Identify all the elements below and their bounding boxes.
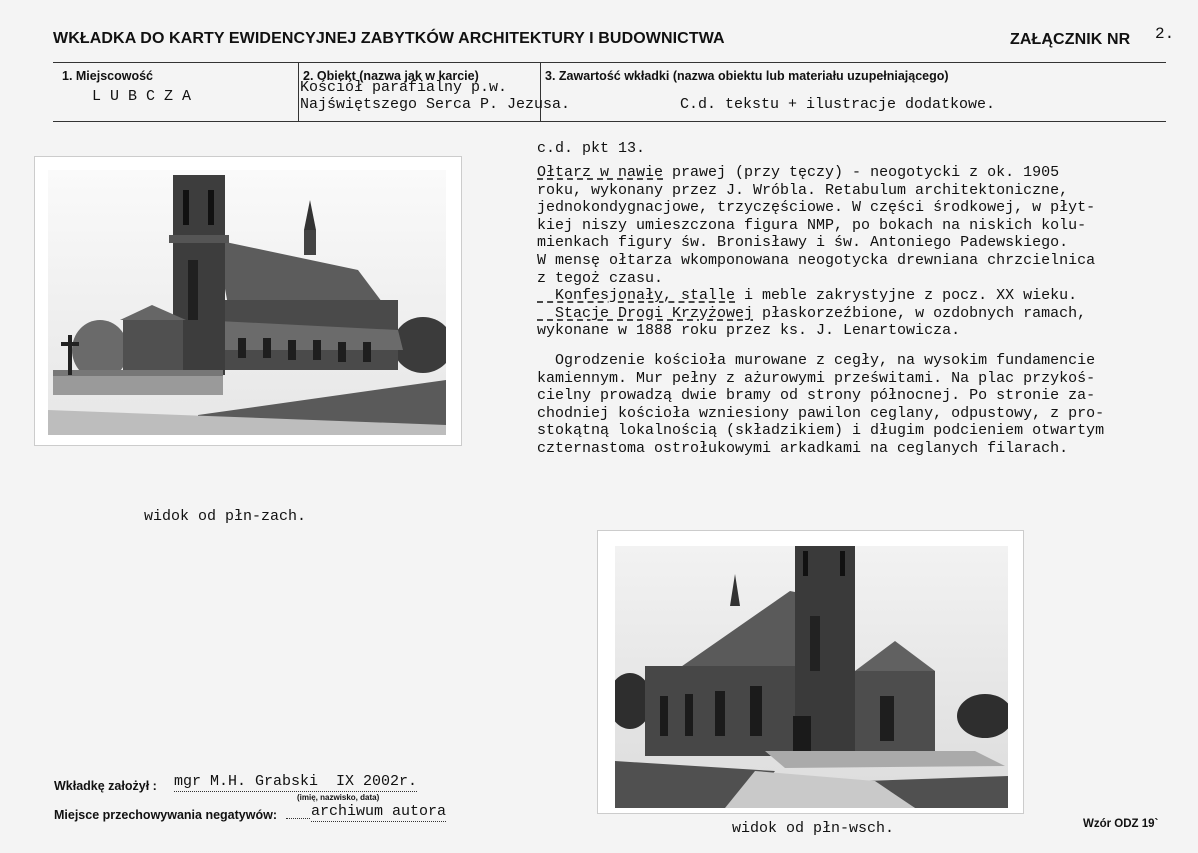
place-value: L U B C Z A: [92, 88, 192, 105]
founder-value: mgr M.H. Grabski IX 2002r.: [174, 773, 418, 790]
form-code: Wzór ODZ 19`: [1083, 818, 1159, 830]
annex-number: 2.: [1155, 25, 1175, 43]
line-text: mienkach figury św. Bronisławy i św. Antoniego Padewskiego.: [537, 234, 1069, 252]
field-divider-1: [298, 62, 299, 122]
content-value: C.d. tekstu + ilustracje dodatkowe.: [680, 96, 996, 113]
paragraph-fence: [537, 352, 1104, 458]
fence-text-line: chodniej kościoła wzniesiony pawilon ceglany, odpustowy, z pro-: [537, 404, 1105, 422]
church-photo-nw: [48, 170, 446, 435]
fence-text-line: Ogrodzenie kościoła murowane z cegły, na wysokim fundamencie: [537, 352, 1096, 369]
line-text: i meble zakrystyjne z pocz. XX wieku.: [735, 287, 1078, 305]
caption-nw: widok od płn-zach.: [144, 508, 307, 525]
altar-text-line: [537, 234, 1095, 252]
underlined-term: Konfesjonały, stalle: [537, 287, 736, 305]
altar-text-line: [537, 217, 1095, 235]
header-bottom-rule: [53, 121, 1166, 122]
paragraph-altar: [537, 164, 1095, 340]
line-text: roku, wykonany przez J. Wróbla. Retabulum architektoniczne,: [537, 181, 1069, 199]
fence-text-line: czternastoma ostrołukowymi arkadkami na ceglanych filarach.: [537, 439, 1069, 457]
line-text: prawej (przy tęczy) - neogotycki z ok. 1905: [663, 164, 1060, 181]
photo-frame-nw: [34, 156, 462, 446]
caption-ne: widok od płn-wsch.: [732, 820, 895, 837]
line-text: z tegoż czasu.: [537, 269, 664, 287]
underlined-term: Stacje Drogi Krzyżowej: [537, 304, 754, 322]
line-text: kiej niszy umieszczona figura NMP, po bokach na niskich kolu-: [537, 216, 1087, 234]
founder-hint: (imię, nazwisko, data): [297, 793, 380, 802]
form-title: WKŁADKA DO KARTY EWIDENCYJNEJ ZABYTKÓW ARCHITEKTURY I BUDOWNICTWA: [53, 30, 725, 47]
header-top-rule: [53, 62, 1166, 63]
altar-text-line: [537, 305, 1095, 323]
line-text: W mensę ołtarza wkomponowana neogotycka drewniana chrzcielnica: [537, 251, 1096, 269]
fence-text-line: cielny prowadzą dwie bramy od strony północnej. Po stronie za-: [537, 387, 1096, 405]
fence-text-line: kamiennym. Mur pełny z ażurowymi prześwitami. Na plac przykoś-: [537, 369, 1096, 387]
storage-leader-dots: [286, 818, 310, 819]
content-label: 3. Zawartość wkładki (nazwa obiektu lub materiału uzupełniającego): [545, 69, 949, 83]
storage-label: Miejsce przechowywania negatywów:: [54, 808, 277, 822]
place-label: 1. Miejscowość: [62, 69, 154, 83]
altar-text-line: [537, 287, 1095, 305]
altar-text-line: [537, 164, 1095, 182]
altar-text-line: [537, 322, 1095, 340]
altar-text-line: [537, 182, 1095, 200]
underlined-term: Ołtarz w nawie: [537, 164, 664, 181]
altar-text-line: [537, 199, 1095, 217]
object-label: 2. Obiekt (nazwa jak w karcie): [303, 69, 479, 83]
storage-value: archiwum autora: [311, 803, 447, 820]
section-heading: c.d. pkt 13.: [537, 140, 646, 157]
altar-text-line: [537, 252, 1095, 270]
altar-text-line: [537, 270, 1095, 288]
line-text: jednokondygnacjowe, trzyczęściowe. W części środkowej, w płyt-: [537, 199, 1096, 217]
object-value-line-2: Najświętszego Serca P. Jezusa.: [300, 96, 571, 113]
fence-text-line: stokątną lokalnością (składzikiem) i długim podcieniem otwartym: [537, 422, 1105, 440]
church-photo-ne: [615, 546, 1008, 808]
founder-label: Wkładkę założył :: [54, 779, 157, 793]
line-text: wykonane w 1888 roku przez ks. J. Lenartowicza.: [537, 322, 961, 340]
object-value-line-1: Kościół parafialny p.w.: [300, 79, 508, 96]
photo-frame-ne: [597, 530, 1024, 814]
annex-label: ZAŁĄCZNIK NR: [1010, 31, 1131, 48]
line-text: płaskorzeźbione, w ozdobnych ramach,: [753, 304, 1087, 322]
